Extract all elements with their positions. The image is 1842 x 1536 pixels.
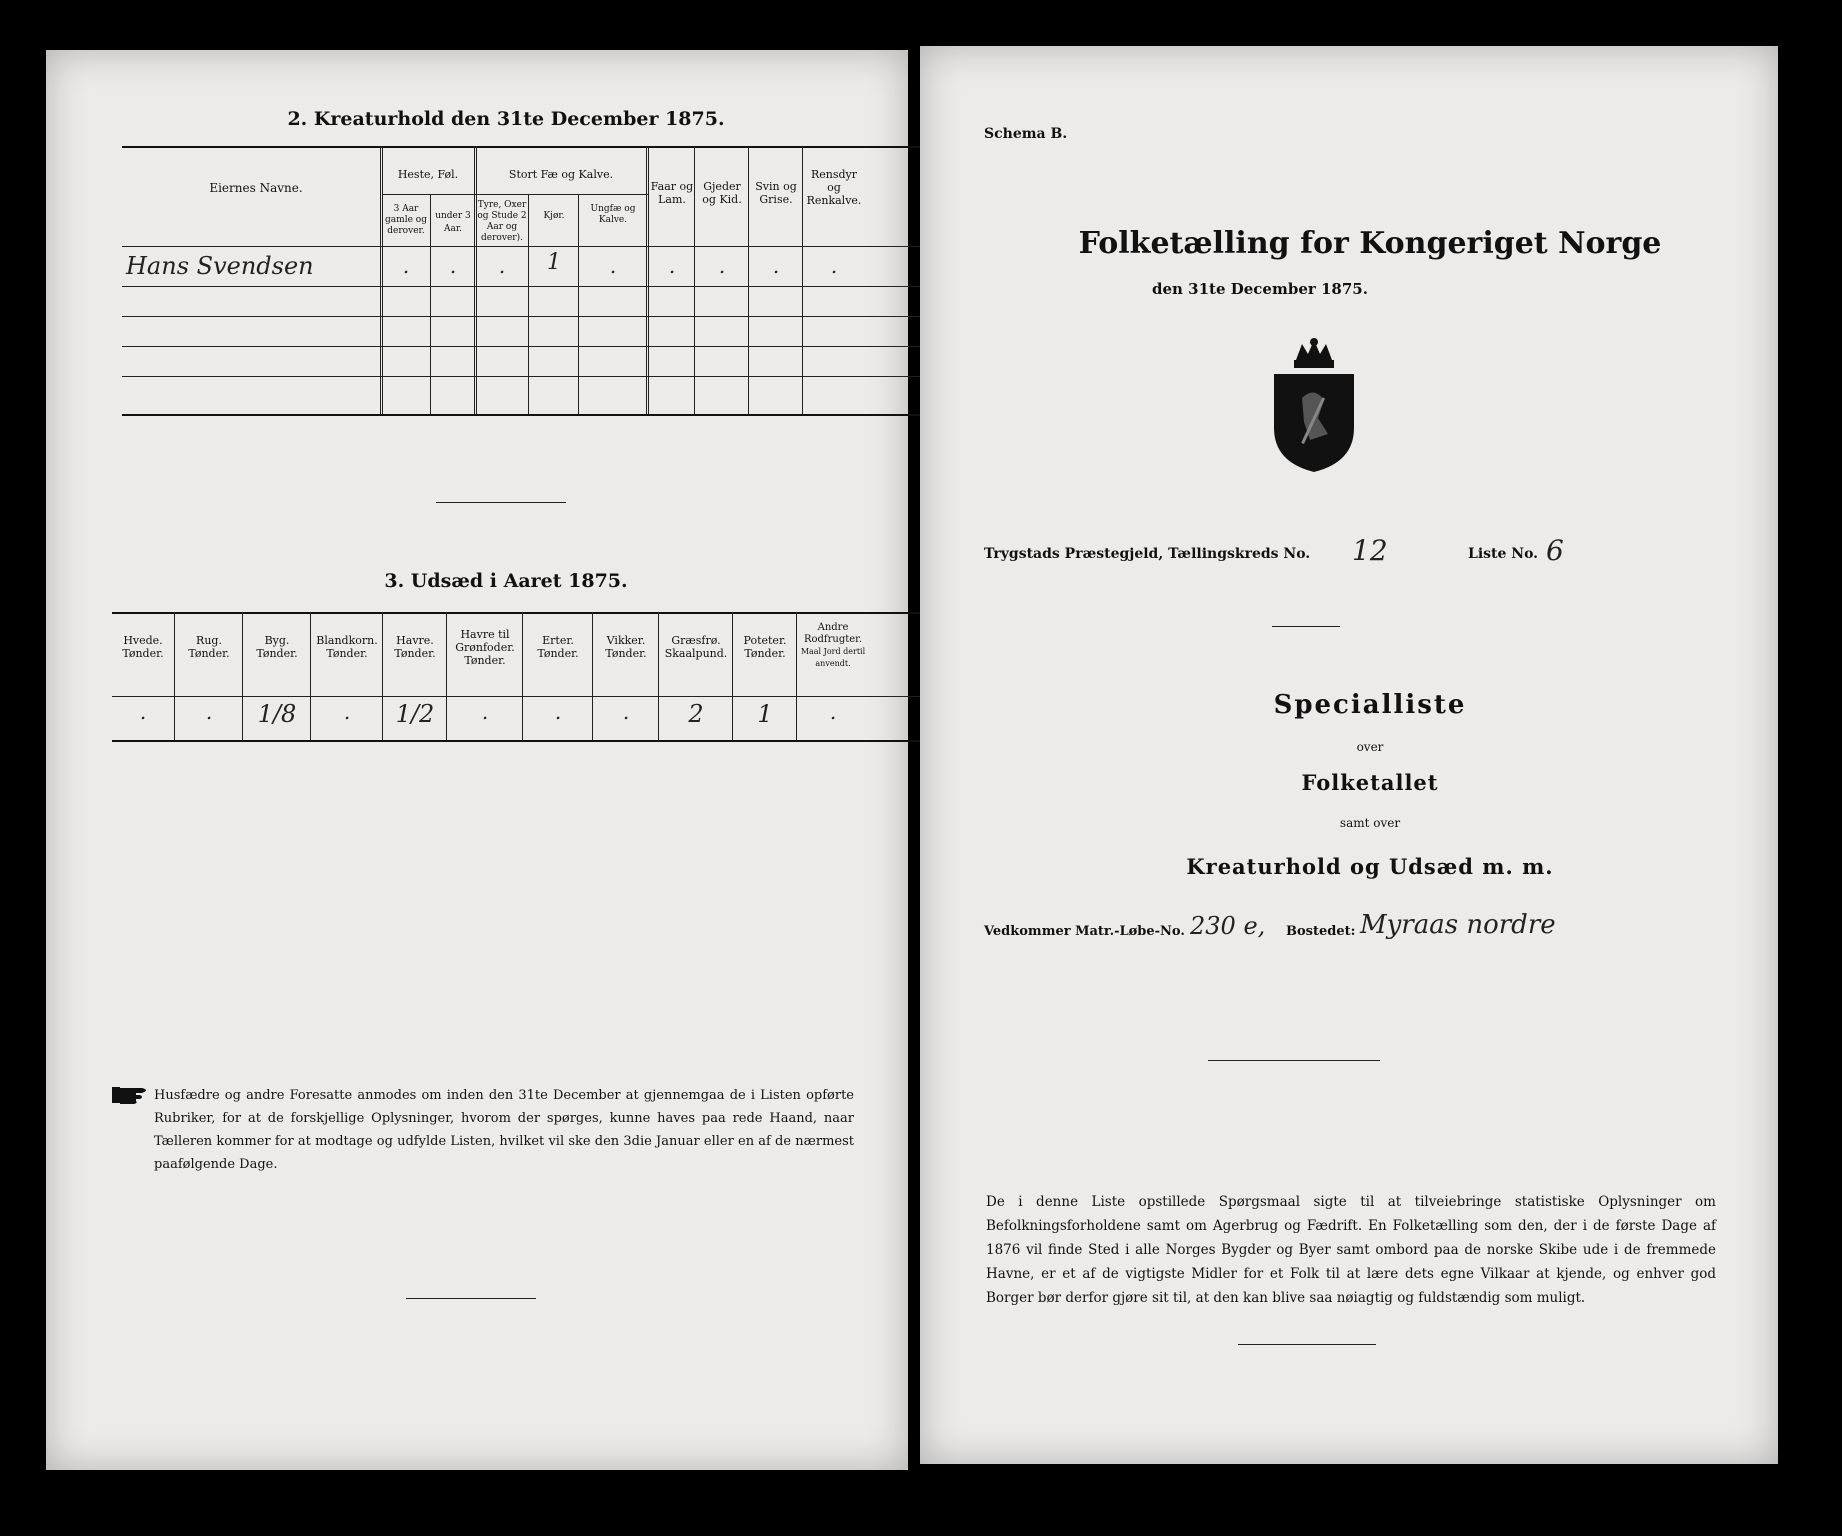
crop-name: Andre Rodfrugter. bbox=[803, 622, 863, 645]
folketallet-title: Folketallet bbox=[1301, 770, 1439, 795]
table2-vline bbox=[748, 146, 749, 414]
crop-header-6 bbox=[524, 634, 592, 660]
crop-header-5 bbox=[448, 628, 522, 667]
crop-name: Blandkorn. bbox=[316, 634, 378, 647]
table2-row-rule bbox=[122, 316, 944, 317]
table2-vline bbox=[380, 146, 383, 414]
crop-unit: Tønder. bbox=[464, 654, 506, 667]
cattle-sub1-header: Tyre, Oxer og Stude 2 Aar og derover). bbox=[477, 200, 527, 243]
crop-header-4 bbox=[384, 634, 446, 660]
table2-header-rule bbox=[122, 246, 944, 247]
crop-name: Græsfrø. bbox=[671, 634, 721, 647]
crop-unit: Tønder. bbox=[537, 647, 579, 660]
table2-vline bbox=[694, 146, 695, 414]
schema-label: Schema B. bbox=[984, 126, 1068, 142]
footer-rule bbox=[406, 1298, 536, 1299]
left-page bbox=[46, 50, 908, 1470]
notice-text: Husfædre og andre Foresatte anmodes om inden den 31te December at gjennemgaa de i Listen opførte Rubriker, for at de forskjellige Oplysninger, hvorom der spørges, kunne haves paa rede Haand, naar Tælleren kommer for at modtage og udfylde Listen, hvilket vil ske den 3die Januar eller en af de nærmest paafølgende Dage. bbox=[154, 1088, 854, 1172]
crop-unit: Tønder. bbox=[744, 647, 786, 660]
info-paragraph: De i denne Liste opstillede Spørgsmaal sigte til at tilveiebringe statistiske Oplysninger om Befolkningsforholdene samt om Agerbrug og Fædrift. En Folketælling som den, der i de første Dage af 1876 vil finde Sted i alle Norges Bygder og Byer samt ombord paa de norske Skibe ude i de fremmede Havne, er et af de vigtigste Midler for et Folk til at lære dets egne Vilkaar at kjende, og enhver god Borger bør derfor gjøre sit til, at den kan blive saa nøiagtig og fuldstændig som muligt. bbox=[986, 1194, 1716, 1306]
table2-row-rule bbox=[122, 376, 944, 377]
separator-rule bbox=[1272, 626, 1340, 627]
district-number: 12 bbox=[1352, 534, 1388, 567]
table3-vline bbox=[658, 612, 659, 740]
table2-vline bbox=[474, 146, 477, 414]
table2-row-rule bbox=[122, 346, 944, 347]
crop-unit: Tønder. bbox=[188, 647, 230, 660]
crop-header-10 bbox=[798, 622, 868, 670]
crop-unit: Tønder. bbox=[122, 647, 164, 660]
footer-rule bbox=[1238, 1344, 1376, 1345]
samt-over-text: samt over bbox=[1339, 816, 1401, 830]
cattle-sub3-header: Ungfæ og Kalve. bbox=[590, 204, 636, 225]
table3-cell: . bbox=[554, 700, 562, 724]
table2-cell: . bbox=[609, 254, 617, 278]
right-page bbox=[920, 46, 1778, 1464]
crop-header-1 bbox=[176, 634, 242, 660]
table3-vline bbox=[732, 612, 733, 740]
crop-unit: Tønder. bbox=[326, 647, 368, 660]
crop-name: Byg. bbox=[264, 634, 290, 647]
goats-col-header: Gjeder og Kid. bbox=[702, 180, 742, 206]
pointing-hand-icon bbox=[112, 1084, 152, 1110]
pigs-col-header: Svin og Grise. bbox=[755, 180, 797, 206]
crop-unit: Tønder. bbox=[256, 647, 298, 660]
bosted-prefix: Bostedet: bbox=[1286, 924, 1356, 939]
table3-cell: 1/2 bbox=[395, 700, 435, 728]
horses-group-header: Heste, Føl. bbox=[397, 168, 459, 181]
matr-prefix: Vedkommer Matr.-Løbe-No. bbox=[984, 924, 1185, 939]
cattle-group-header: Stort Fæ og Kalve. bbox=[508, 168, 614, 181]
crop-unit: Skaalpund. bbox=[664, 647, 728, 660]
crop-header-8 bbox=[660, 634, 732, 660]
owner-col-header: Eiernes Navne. bbox=[209, 181, 303, 195]
owner-name: Hans Svendsen bbox=[126, 252, 314, 280]
specialliste-title: Specialliste bbox=[1273, 690, 1467, 720]
kreatur-title: Kreaturhold og Udsæd m. m. bbox=[1186, 854, 1554, 879]
table2-top-rule bbox=[122, 146, 944, 148]
table2-vline bbox=[430, 194, 431, 414]
table2-vline bbox=[528, 194, 529, 414]
table2-cell: . bbox=[772, 254, 780, 278]
bosted-value: Myraas nordre bbox=[1360, 910, 1556, 940]
table3-vline bbox=[446, 612, 447, 740]
table2-cell: . bbox=[668, 254, 676, 278]
section3-title: 3. Udsæd i Aaret 1875. bbox=[384, 570, 628, 592]
table2-cell: . bbox=[718, 254, 726, 278]
table3-bottom-rule bbox=[112, 740, 932, 742]
table3-cell: . bbox=[139, 700, 147, 724]
crop-header-9 bbox=[734, 634, 796, 660]
main-title: Folketælling for Kongeriget Norge bbox=[1078, 226, 1662, 261]
table3-cell: . bbox=[343, 700, 351, 724]
table3-vline bbox=[242, 612, 243, 740]
cattle-group-rule bbox=[478, 194, 648, 195]
crop-header-2 bbox=[244, 634, 310, 660]
separator-rule bbox=[436, 502, 566, 503]
crop-header-7 bbox=[594, 634, 658, 660]
over-text: over bbox=[1356, 740, 1384, 754]
table3-vline bbox=[522, 612, 523, 740]
horses-sub2-header: under 3 Aar. bbox=[435, 211, 471, 234]
crop-unit: Maal Jord dertil anvendt. bbox=[800, 647, 866, 668]
reindeer-col-header: Rensdyr og Renkalve. bbox=[806, 168, 862, 207]
crop-name: Erter. bbox=[542, 634, 574, 647]
table2-bottom-rule bbox=[122, 414, 944, 416]
table2-cell: . bbox=[830, 254, 838, 278]
table2-cell: . bbox=[498, 254, 506, 278]
crop-unit: Tønder. bbox=[394, 647, 436, 660]
table2-cell: . bbox=[449, 254, 457, 278]
table3-cell: . bbox=[481, 700, 489, 724]
separator-rule bbox=[1208, 1060, 1380, 1061]
table3-vline bbox=[796, 612, 797, 740]
crop-header-3 bbox=[312, 634, 382, 660]
table3-vline bbox=[592, 612, 593, 740]
table2-row-rule bbox=[122, 286, 944, 287]
table3-cell: 2 bbox=[688, 700, 704, 728]
table2-cell: . bbox=[402, 254, 410, 278]
table3-vline bbox=[382, 612, 383, 740]
list-prefix: Liste No. bbox=[1468, 546, 1539, 562]
sheep-col-header: Faar og Lam. bbox=[650, 180, 694, 206]
table2-vline bbox=[578, 194, 579, 414]
crop-name: Hvede. bbox=[123, 634, 163, 647]
crop-name: Vikker. bbox=[606, 634, 646, 647]
district-prefix: Trygstads Præstegjeld, Tællingskreds No. bbox=[984, 546, 1311, 562]
table3-cell: . bbox=[829, 700, 837, 724]
table3-cell: 1 bbox=[757, 700, 773, 728]
table2-vline bbox=[802, 146, 803, 414]
table3-cell: 1/8 bbox=[257, 700, 297, 728]
crop-unit: Tønder. bbox=[605, 647, 647, 660]
date-line: den 31te December 1875. bbox=[1152, 280, 1368, 298]
crop-name: Poteter. bbox=[743, 634, 787, 647]
table2-cell: 1 bbox=[547, 250, 561, 275]
list-number: 6 bbox=[1546, 534, 1564, 567]
matr-value: 230 e, bbox=[1190, 912, 1266, 940]
crop-name: Rug. bbox=[196, 634, 222, 647]
crop-name: Havre til Grønfoder. bbox=[455, 628, 515, 654]
table3-cell: . bbox=[205, 700, 213, 724]
horses-sub1-header: 3 Aar gamle og derover. bbox=[385, 204, 427, 236]
table3-cell: . bbox=[622, 700, 630, 724]
crop-header-0 bbox=[112, 634, 174, 660]
table3-vline bbox=[310, 612, 311, 740]
crop-name: Havre. bbox=[396, 634, 434, 647]
coat-of-arms-icon bbox=[1266, 338, 1362, 476]
section2-title: 2. Kreaturhold den 31te December 1875. bbox=[287, 108, 725, 130]
table2-vline bbox=[646, 146, 649, 414]
table3-vline bbox=[174, 612, 175, 740]
cattle-sub2-header: Kjør. bbox=[543, 211, 565, 221]
